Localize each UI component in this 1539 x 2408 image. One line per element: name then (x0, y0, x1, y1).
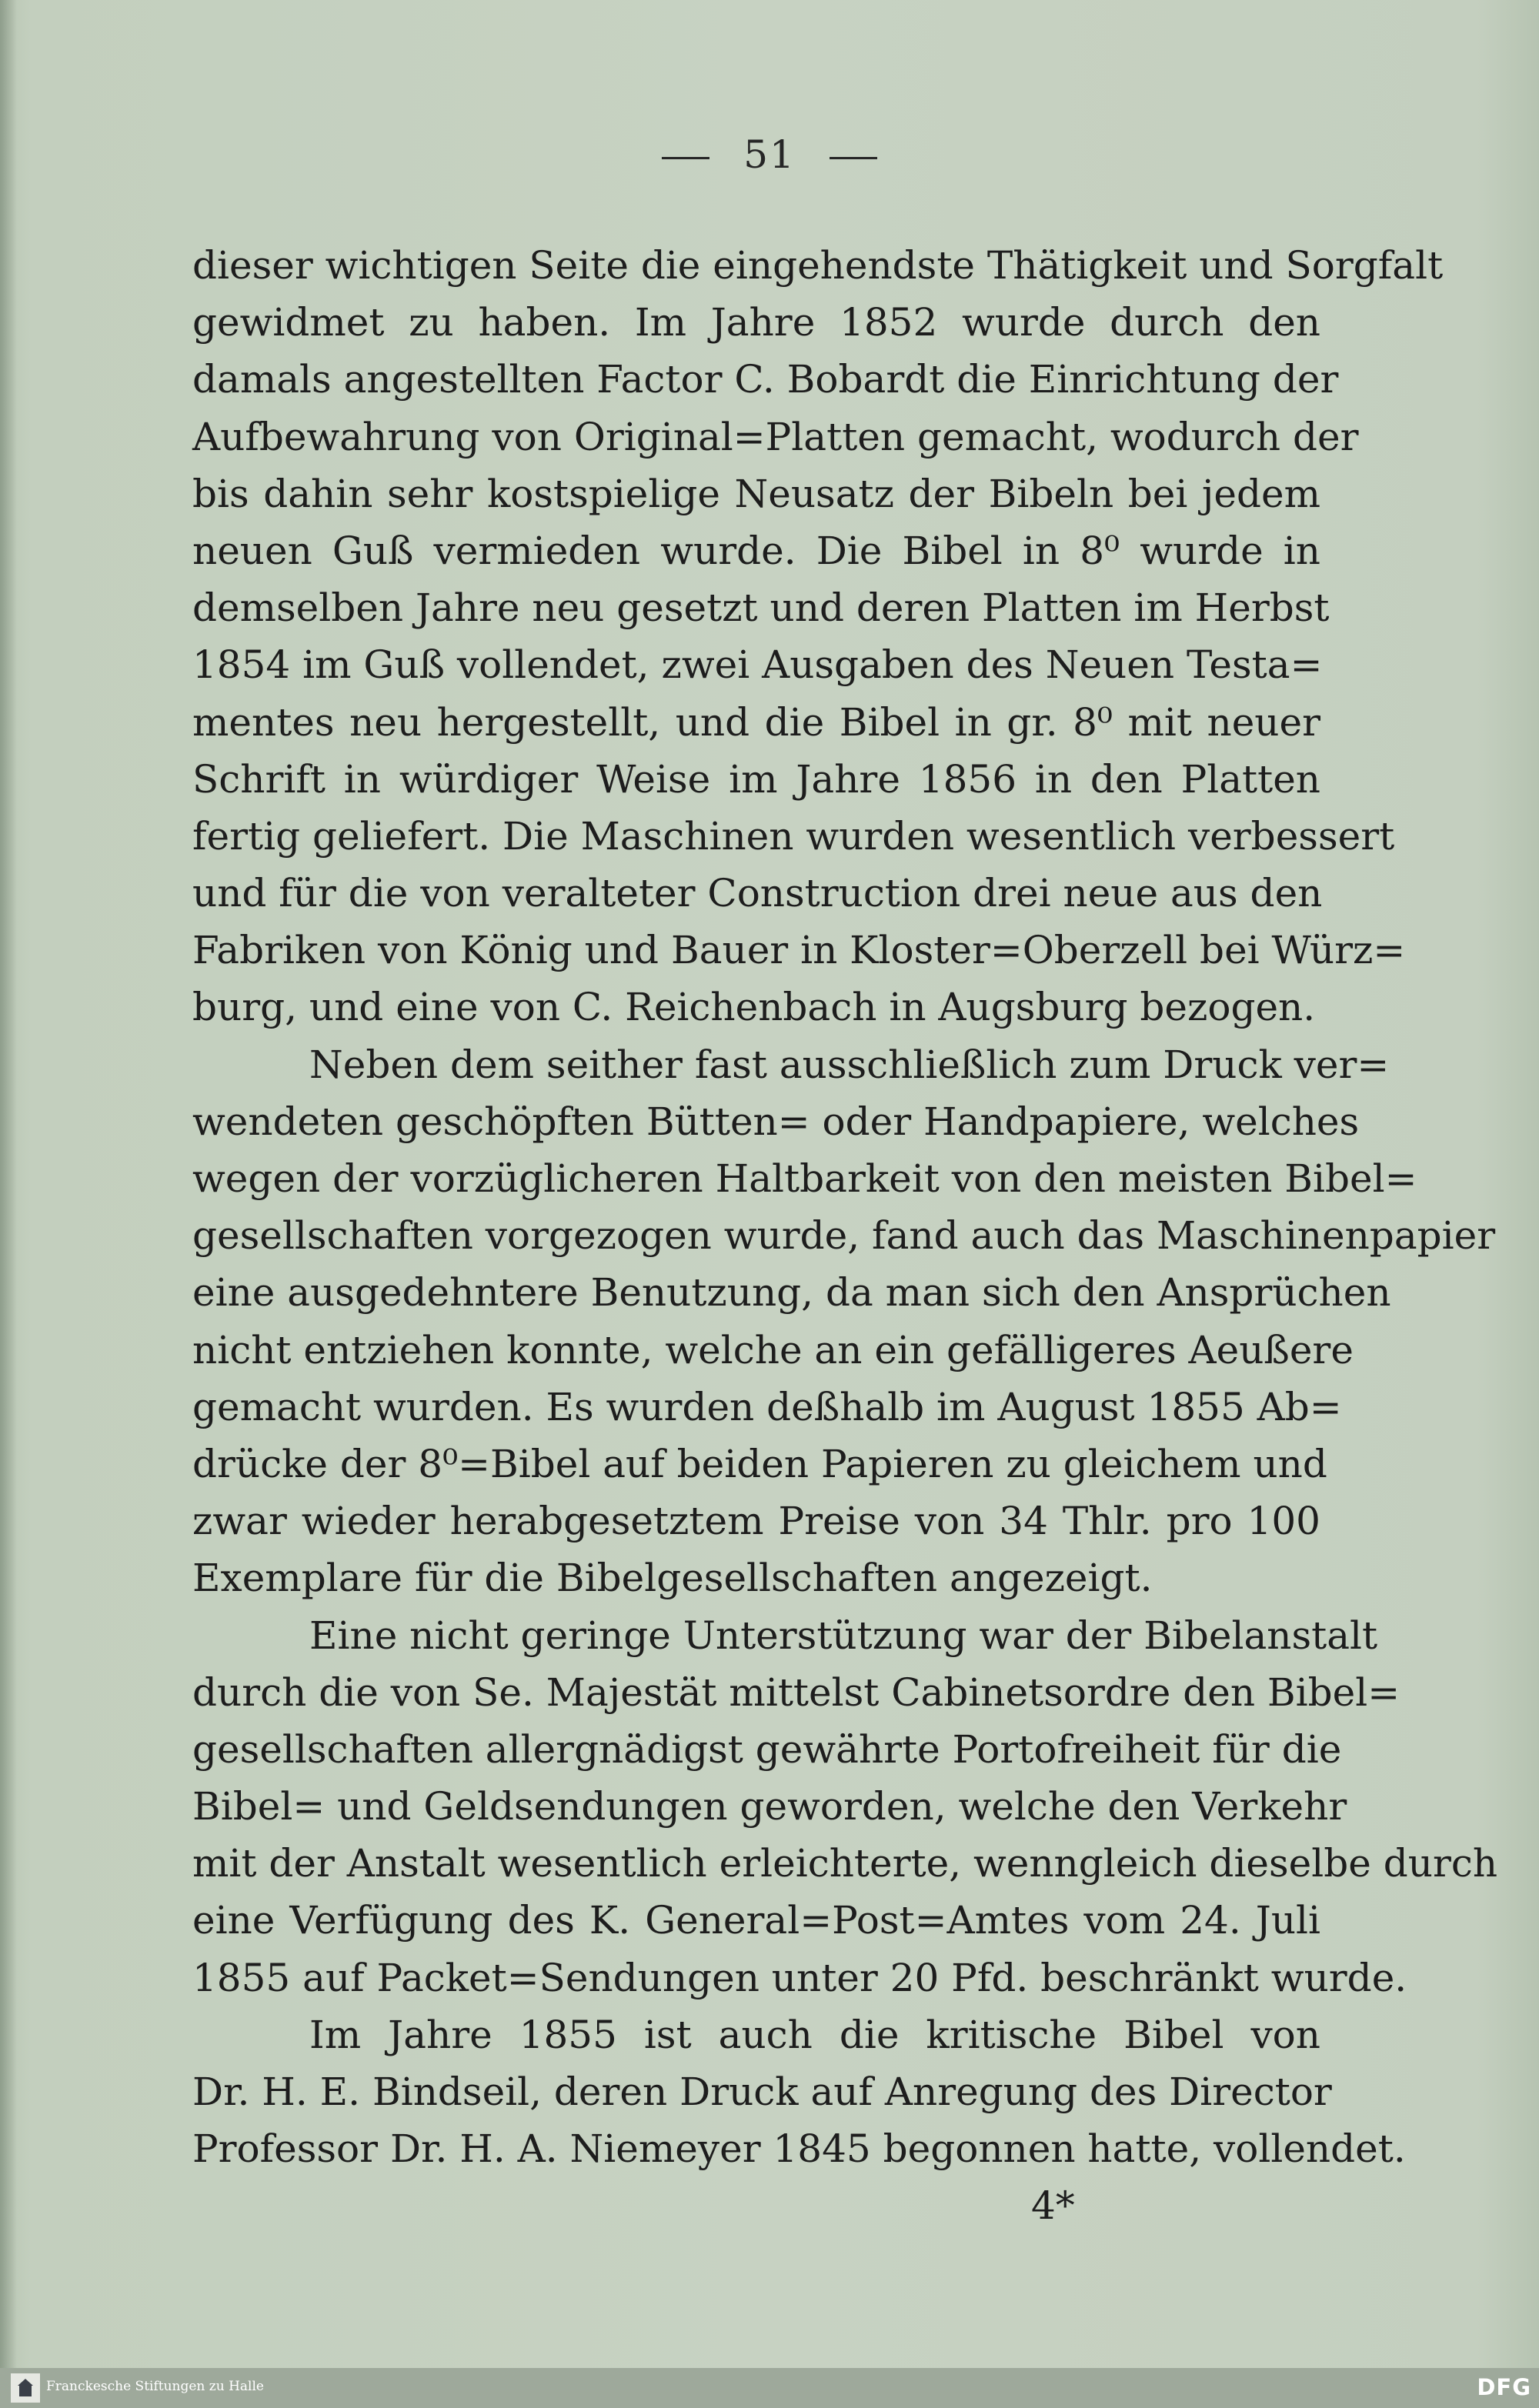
text-line: Bibel= und Geldsendungen geworden, welche den Verkehr (192, 1784, 1347, 1829)
signature-mark: 4* (1031, 2183, 1075, 2228)
text-line: gesellschaften allergnädigst gewährte Portofreiheit für die (192, 1726, 1342, 1772)
footer-bar (0, 2368, 1539, 2408)
page-number: 51 (743, 132, 796, 177)
text-line: burg, und eine von C. Reichenbach in Augsburg bezogen. (192, 985, 1316, 1030)
header-dash-right (830, 157, 877, 159)
text-line: neuen Guß vermieden wurde. Die Bibel in 8⁰ wurde in (192, 528, 1320, 573)
text-line: wegen der vorzüglicheren Haltbarkeit von den meisten Bibel= (192, 1156, 1417, 1201)
text-line: Schrift in würdiger Weise im Jahre 1856 in den Platten (192, 756, 1320, 802)
body-text (192, 237, 1498, 2177)
text-line: Aufbewahrung von Original=Platten gemacht, wodurch der (192, 414, 1359, 459)
text-line: demselben Jahre neu gesetzt und deren Platten im Herbst (192, 585, 1330, 631)
paragraph-start-line: Im Jahre 1855 ist auch die kritische Bibel von (309, 2012, 1320, 2057)
paragraph-start-line: Eine nicht geringe Unterstützung war der Bibelanstalt (309, 1613, 1378, 1658)
header-dash-left (662, 157, 709, 159)
text-line: und für die von veralteter Construction drei neue aus den (192, 871, 1323, 916)
running-header (0, 132, 1539, 177)
text-line: zwar wieder herabgesetztem Preise von 34 Thlr. pro 100 (192, 1499, 1320, 1544)
text-line: Professor Dr. H. A. Niemeyer 1845 begonnen hatte, vollendet. (192, 2126, 1406, 2172)
text-line: 1854 im Guß vollendet, zwei Ausgaben des Neuen Testa= (192, 642, 1323, 688)
text-line: mentes neu hergestellt, und die Bibel in gr. 8⁰ mit neuer (192, 699, 1320, 745)
dfg-logo: DFG (1477, 2374, 1531, 2400)
text-line: wendeten geschöpften Bütten= oder Handpapiere, welches (192, 1099, 1360, 1144)
text-line: mit der Anstalt wesentlich erleichterte, wenngleich dieselbe durch (192, 1841, 1498, 1886)
text-line: gewidmet zu haben. Im Jahre 1852 wurde durch den (192, 300, 1320, 345)
text-line: eine Verfügung des K. General=Post=Amtes vom 24. Juli (192, 1898, 1320, 1943)
text-line: 1855 auf Packet=Sendungen unter 20 Pfd. beschränkt wurde. (192, 1955, 1407, 2000)
text-line: fertig geliefert. Die Maschinen wurden wesentlich verbessert (192, 813, 1395, 859)
text-line: eine ausgedehntere Benutzung, da man sich den Ansprüchen (192, 1270, 1391, 1316)
text-line: durch die von Se. Majestät mittelst Cabinetsordre den Bibel= (192, 1669, 1400, 1715)
text-line: Fabriken von König und Bauer in Kloster=Oberzell bei Würz= (192, 928, 1406, 973)
text-line: gesellschaften vorgezogen wurde, fand auch das Maschinenpapier (192, 1213, 1496, 1259)
text-line: bis dahin sehr kostspielige Neusatz der Bibeln bei jedem (192, 471, 1320, 516)
text-line: nicht entziehen konnte, welche an ein gefälligeres Aeußere (192, 1327, 1354, 1372)
text-line: Dr. H. E. Bindseil, deren Druck auf Anregung des Director (192, 2069, 1332, 2114)
institution-logo-icon (11, 2373, 40, 2403)
text-line: damals angestellten Factor C. Bobardt die Einrichtung der (192, 357, 1339, 402)
institution-name: Franckesche Stiftungen zu Halle (46, 2379, 264, 2394)
paragraph-start-line: Neben dem seither fast ausschließlich zum Druck ver= (309, 1042, 1390, 1087)
text-line: Exemplare für die Bibelgesellschaften angezeigt. (192, 1556, 1153, 1601)
text-line: dieser wichtigen Seite die eingehendste Thätigkeit und Sorgfalt (192, 243, 1444, 288)
text-line: gemacht wurden. Es wurden deßhalb im August 1855 Ab= (192, 1384, 1342, 1429)
text-line: drücke der 8⁰=Bibel auf beiden Papieren zu gleichem und (192, 1441, 1327, 1486)
